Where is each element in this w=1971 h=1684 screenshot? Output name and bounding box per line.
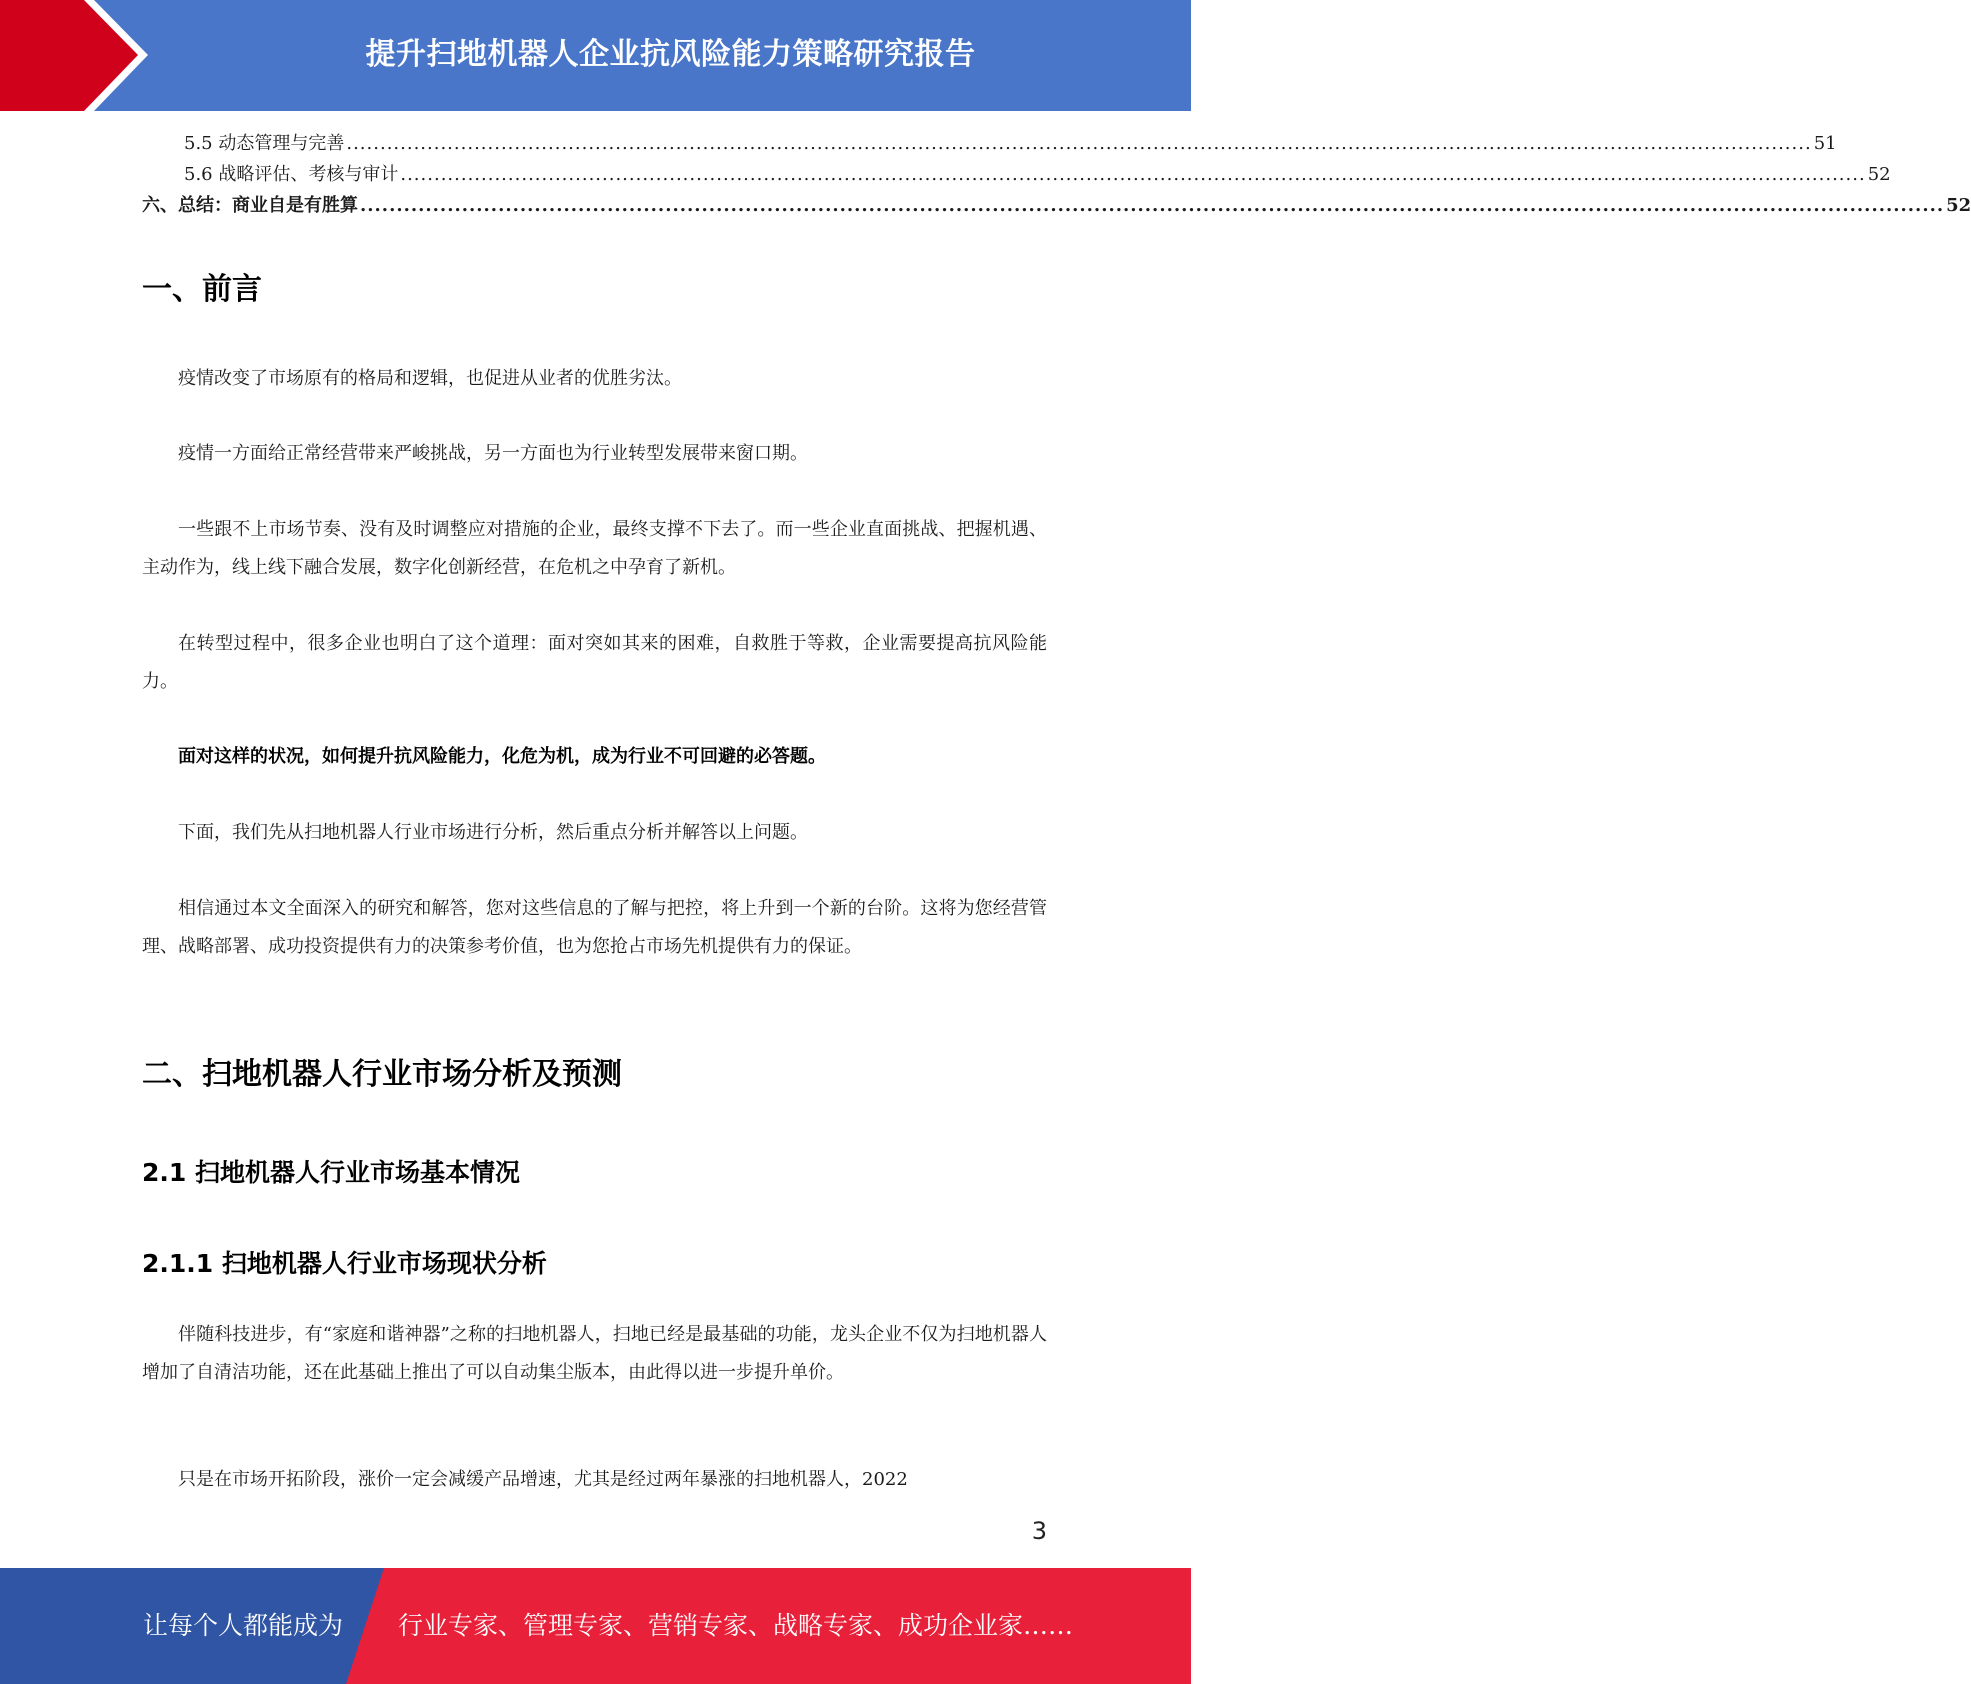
paragraph: 一些跟不上市场节奏、没有及时调整应对措施的企业，最终支撑不下去了。而一些企业直面挑战、把握机遇、主动作为，线上线下融合发展，数字化创新经营，在危机之中孕育了新机。 [142, 519, 1047, 578]
page-header [0, 0, 1191, 111]
paragraph: 在转型过程中，很多企业也明白了这个道理：面对突如其来的困难，自救胜于等救，企业需要提高抗风险能力。 [142, 633, 1047, 692]
footer-slogan-left: 让每个人都能成为 [143, 1611, 344, 1640]
page-footer [0, 1568, 1191, 1684]
table-of-contents [142, 128, 1971, 221]
section-heading-preface: 一、前言 [142, 272, 262, 307]
paragraph: 疫情改变了市场原有的格局和逻辑，也促进从业者的优胜劣汰。 [178, 368, 682, 389]
header-red-arrow-decoration [0, 0, 160, 111]
page-number: 3 [1031, 1517, 1047, 1545]
toc-entry-page: 52 [1946, 195, 1971, 216]
paragraph: 疫情一方面给正常经营带来严峻挑战，另一方面也为行业转型发展带来窗口期。 [178, 443, 808, 464]
subsection-heading: 2.1 扫地机器人行业市场基本情况 [142, 1158, 520, 1187]
toc-entry[interactable] [142, 159, 1891, 190]
toc-entry-title: 六、总结：商业自是有胜算 [142, 195, 358, 216]
document-title: 提升扫地机器人企业抗风险能力策略研究报告 [365, 36, 976, 72]
toc-entry-page: 51 [1813, 133, 1837, 154]
toc-entry-title: 5.5 动态管理与完善 [184, 133, 345, 154]
toc-leader-dots: .......................................................................................................................................................................................................................... [346, 133, 1812, 154]
toc-entry[interactable] [142, 190, 1971, 221]
paragraph: 下面，我们先从扫地机器人行业市场进行分析，然后重点分析并解答以上问题。 [178, 822, 808, 843]
paragraph: 相信通过本文全面深入的研究和解答，您对这些信息的了解与把控，将上升到一个新的台阶。这将为您经营管理、战略部署、成功投资提供有力的决策参考价值，也为您抢占市场先机提供有力的保证。 [142, 898, 1047, 957]
subsubsection-heading: 2.1.1 扫地机器人行业市场现状分析 [142, 1249, 547, 1278]
emphasis-paragraph: 面对这样的状况，如何提升抗风险能力，化危为机，成为行业不可回避的必答题。 [178, 746, 826, 767]
toc-leader-dots: .......................................................................................................................................................................................................................... [360, 195, 1945, 216]
section-heading-market-analysis: 二、扫地机器人行业市场分析及预测 [142, 1057, 622, 1092]
toc-entry-title: 5.6 战略评估、考核与审计 [184, 164, 399, 185]
toc-leader-dots: .......................................................................................................................................................................................................................... [400, 164, 1866, 185]
footer-slogan-right: 行业专家、管理专家、营销专家、战略专家、成功企业家…… [398, 1611, 1074, 1640]
toc-entry-page: 52 [1867, 164, 1891, 185]
paragraph: 伴随科技进步，有“家庭和谐神器”之称的扫地机器人，扫地已经是最基础的功能，龙头企业不仅为扫地机器人增加了自清洁功能，还在此基础上推出了可以自动集尘版本，由此得以进一步提升单价。 [142, 1324, 1047, 1383]
paragraph: 只是在市场开拓阶段，涨价一定会减缓产品增速，尤其是经过两年暴涨的扫地机器人，2022 [178, 1469, 908, 1490]
toc-entry[interactable] [142, 128, 1837, 159]
